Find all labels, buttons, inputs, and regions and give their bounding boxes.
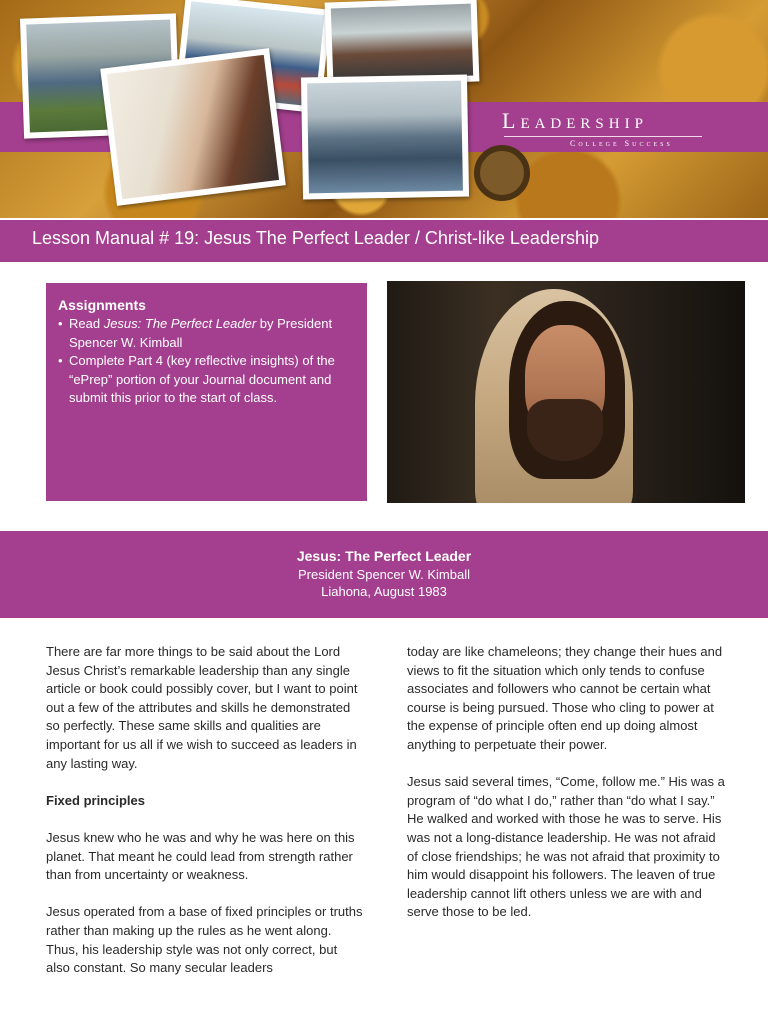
lesson-title-bar bbox=[0, 220, 768, 262]
body-paragraph: today are like chameleons; they change their hues and views to fit the situation which only tends to confuse associates and followers who cannot be certain what course is being pursued. Those who cling to power at the expense of principle often end up doing almost anything to perpetuate their power. bbox=[407, 644, 723, 752]
body-paragraph: Jesus operated from a base of fixed principles or truths rather than making up the rules as he went along. Thus, his leadership style was not only correct, but also constant. So many secular leaders bbox=[46, 904, 363, 976]
section-subheading: Fixed principles bbox=[46, 792, 145, 808]
lesson-title: Lesson Manual # 19: Jesus The Perfect Leader / Christ-like Leadership bbox=[32, 228, 599, 248]
body-paragraph: Jesus said several times, “Come, follow me.” His was a program of “do what I do,” rather than “do what I say.” He walked and worked with those he was to serve. His was not a long-distance leadership. He was not afraid of close friendships; he was not afraid that proximity to him would disappoint his followers. The leaven of true leadership cannot lift others unless we are with and serve those to be led. bbox=[407, 774, 725, 920]
brand-logo bbox=[502, 108, 732, 148]
wheelbarrow-wheel-image bbox=[474, 145, 530, 201]
body-paragraph: There are far more things to be said about the Lord Jesus Christ’s remarkable leadership than any single article or book could possibly cover, but I want to point out a few of the attributes and skills he demonstrated so perfectly. These same skills and qualities are important for us all if we wish to succeed as leaders in any lasting way. bbox=[46, 644, 358, 771]
article-source: Liahona, August 1983 bbox=[321, 584, 447, 599]
body-column-right bbox=[407, 643, 729, 941]
article-heading-band bbox=[0, 531, 768, 618]
boat-painting-photo bbox=[301, 75, 469, 200]
jesus-portrait bbox=[387, 281, 745, 503]
statue-and-phone-photo bbox=[100, 48, 286, 206]
brand-subtitle: College Success bbox=[570, 139, 673, 148]
assignment-item: • Read Jesus: The Perfect Leader by President Spencer W. Kimball bbox=[58, 315, 355, 352]
article-author: President Spencer W. Kimball bbox=[298, 567, 470, 582]
classroom-photo bbox=[325, 0, 480, 87]
assignments-heading: Assignments bbox=[58, 297, 146, 313]
assignments-list bbox=[58, 315, 355, 408]
book-title: Jesus: The Perfect Leader bbox=[103, 316, 257, 331]
article-title: Jesus: The Perfect Leader bbox=[296, 548, 472, 564]
body-column-left bbox=[46, 643, 364, 996]
brand-divider bbox=[504, 136, 702, 137]
brand-title: Leadership bbox=[502, 108, 648, 133]
body-paragraph: Jesus knew who he was and why he was here on this planet. That meant he could lead from strength rather than from uncertainty or weakness. bbox=[46, 829, 355, 883]
assignments-box bbox=[46, 283, 367, 501]
assignment-item: • Complete Part 4 (key reflective insights) of the “ePrep” portion of your Journal document and submit this prior to the start of class. bbox=[58, 352, 355, 408]
header-banner bbox=[0, 0, 768, 218]
